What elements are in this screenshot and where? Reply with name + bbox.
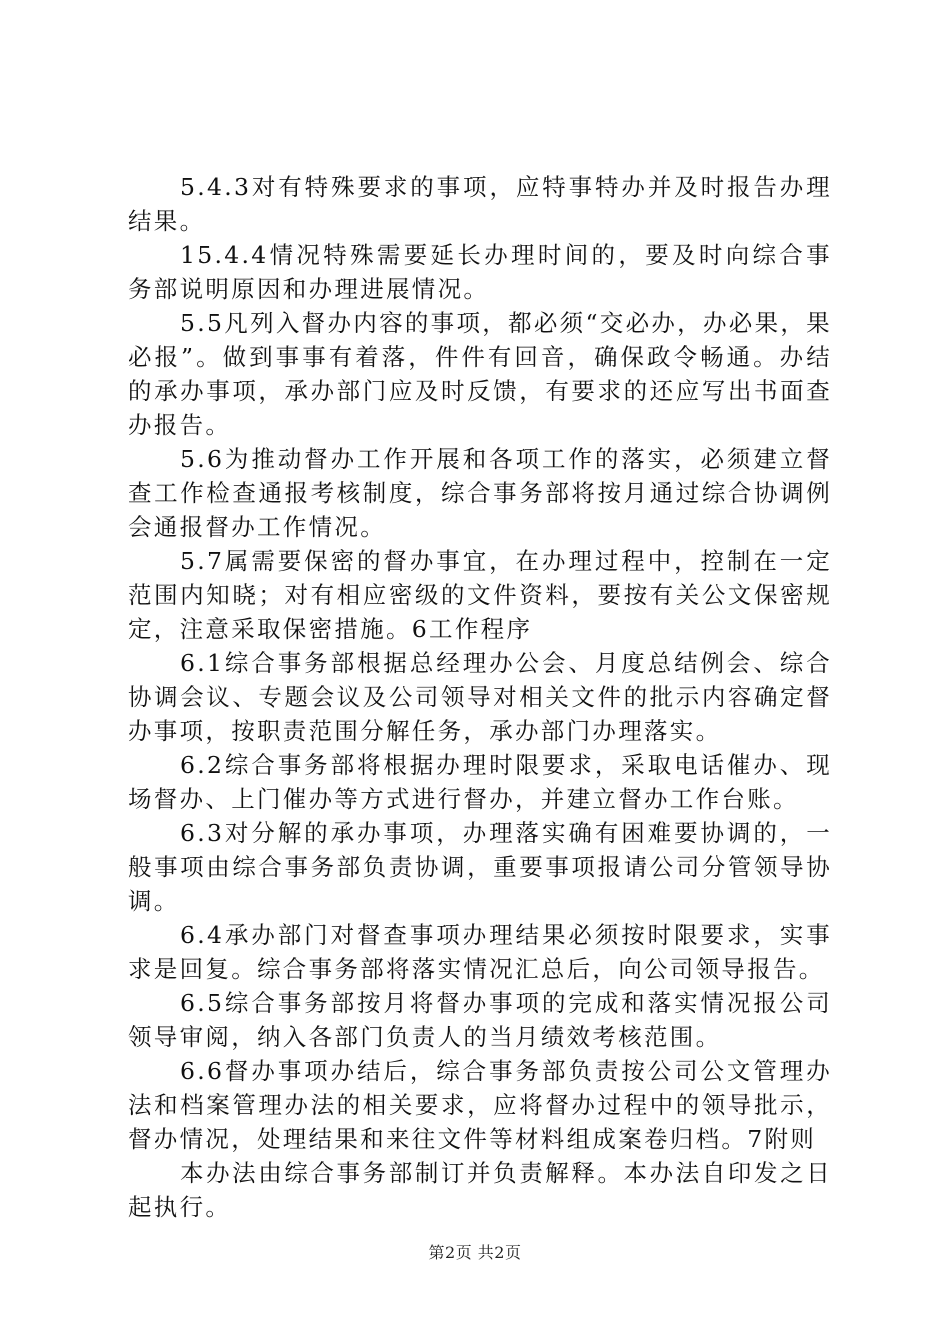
paragraph-5-4-3: 5.4.3对有特殊要求的事项，应特事特办并及时报告办理结果。: [128, 173, 832, 235]
paragraph-6-3: 6.3对分解的承办事项，办理落实确有困难要协调的，一般事项由综合事务部负责协调，重要事项报请公司分管领导协调。: [128, 819, 832, 915]
paragraph-6-4: 6.4承办部门对督查事项办理结果必须按时限要求，实事求是回复。综合事务部将落实情况汇总后，向公司领导报告。: [128, 921, 832, 983]
page-number-footer: 第2页 共2页: [428, 1243, 522, 1262]
paragraph-5-6: 5.6为推动督办工作开展和各项工作的落实，必须建立督查工作检查通报考核制度，综合事务部将按月通过综合协调例会通报督办工作情况。: [128, 445, 832, 541]
paragraph-5-7: 5.7属需要保密的督办事宜，在办理过程中，控制在一定范围内知晓；对有相应密级的文件资料，要按有关公文保密规定，注意采取保密措施。6工作程序: [128, 547, 832, 643]
paragraph-5-4-4: 15.4.4情况特殊需要延长办理时间的，要及时向综合事务部说明原因和办理进展情况。: [128, 241, 832, 303]
paragraph-6-6: 6.6督办事项办结后，综合事务部负责按公司公文管理办法和档案管理办法的相关要求，应将督办过程中的领导批示，督办情况，处理结果和来往文件等材料组成案卷归档。7附则: [128, 1057, 832, 1153]
paragraph-closing: 本办法由综合事务部制订并负责解释。本办法自印发之日起执行。: [128, 1159, 832, 1221]
paragraph-6-1: 6.1综合事务部根据总经理办公会、月度总结例会、综合协调会议、专题会议及公司领导对相关文件的批示内容确定督办事项，按职责范围分解任务，承办部门办理落实。: [128, 649, 832, 745]
document-body: [128, 170, 832, 1224]
paragraph-6-2: 6.2综合事务部将根据办理时限要求，采取电话催办、现场督办、上门催办等方式进行督办，并建立督办工作台账。: [128, 751, 832, 813]
paragraph-5-5: 5.5凡列入督办内容的事项，都必须“交必办，办必果，果必报”。做到事事有着落，件件有回音，确保政令畅通。办结的承办事项，承办部门应及时反馈，有要求的还应写出书面查办报告。: [128, 309, 832, 439]
paragraph-6-5: 6.5综合事务部按月将督办事项的完成和落实情况报公司领导审阅，纳入各部门负责人的当月绩效考核范围。: [128, 989, 832, 1051]
